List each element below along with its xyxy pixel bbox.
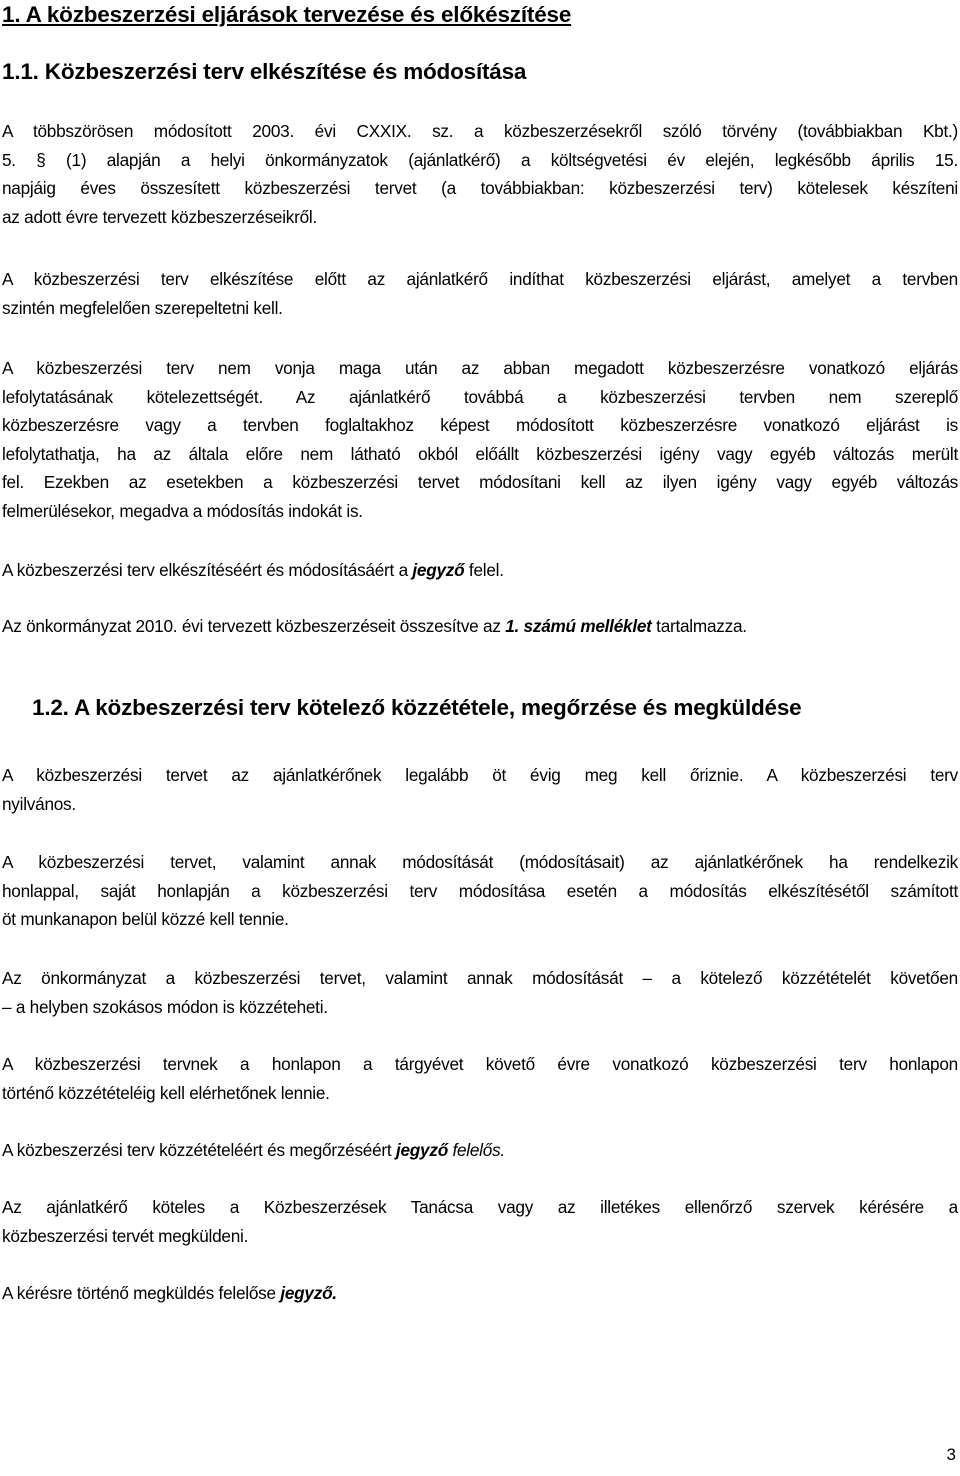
text-run: A kérésre történő megküldés felelőse [2,1283,281,1303]
chapter-heading: 1. A közbeszerzési eljárások tervezése és előkészítése [2,2,572,27]
text-line: az adott évre tervezett közbeszerzéseikről. [2,206,318,227]
emphasis-jegyzo: jegyző. [280,1283,337,1303]
text-line: A közbeszerzési terv nem vonja maga után az abban megadott közbeszerzésre vonatkozó eljárás [2,358,958,378]
paragraph-website-publication [2,848,958,934]
paragraph-availability [2,1050,958,1107]
text-line: A közbeszerzési terv elkészítése előtt az ajánlatkérő indíthat közbeszerzési eljárást, amelyet a tervben [2,269,958,289]
text-line: lefolytatásának kötelezettségét. Az ajánlatkérő továbbá a közbeszerzési tervben nem szereplő [2,386,958,407]
text-line [2,1136,958,1165]
text-line: történő közzétételéig kell elérhetőnek lennie. [2,1082,330,1103]
text-line: fel. Ezekben az esetekben a közbeszerzési tervet módosítani kell az ilyen igény vagy egyéb változás [2,472,958,492]
text-run: felel. [464,560,504,580]
text-line: A közbeszerzési tervnek a honlapon a tárgyévet követő évre vonatkozó közbeszerzési terv honlapon [2,1054,958,1074]
text-line [2,556,958,585]
text-line: – a helyben szokásos módon is közzéteheti. [2,996,328,1017]
text-run: A közbeszerzési terv közzétételéért és megőrzéséért [2,1140,396,1160]
paragraph-retention [2,761,958,818]
paragraph-annex-reference [2,612,958,641]
text-line: A többszörösen módosított 2003. évi CXXIX. sz. a közbeszerzésekről szóló törvény (továbbiakban Kbt.) [2,121,958,141]
text-line: Az ajánlatkérő köteles a Közbeszerzések Tanácsa vagy az illetékes ellenőrző szervek kérésére a [2,1197,958,1217]
paragraph-sending-to-council [2,1193,958,1250]
text-run: A közbeszerzési terv elkészítéséért és módosításáért a [2,560,413,580]
paragraph-responsibility-publication [2,1136,958,1165]
text-line: felmerülésekor, megadva a módosítás indokát is. [2,500,363,521]
emphasis-jegyzo: jegyző [412,560,465,580]
emphasis-annex: 1. számú melléklet [505,616,652,636]
text-line [2,612,958,641]
paragraph-pre-plan-procedure [2,265,958,322]
page-number: 3 [946,1445,956,1464]
section-heading-1-1: 1.1. Közbeszerzési terv elkészítése és módosítása [2,59,527,84]
paragraph-local-publication [2,964,958,1021]
emphasis-jegyzo: jegyző [395,1140,448,1160]
emphasis-felelos: felelős [447,1140,501,1160]
text-line: Az önkormányzat a közbeszerzési tervet, valamint annak módosítását – a kötelező közzétételét követően [2,968,958,988]
text-line: napjáig éves összesített közbeszerzési tervet (a továbbiakban: közbeszerzési terv) kötelesek készíteni [2,178,958,198]
text-line: 5. § (1) alapján a helyi önkormányzatok (ajánlatkérő) a költségvetési év elején, legkésőbb április 15. [2,149,958,170]
text-run: . [500,1140,505,1160]
text-line: lefolytathatja, ha az általa előre nem látható okból előállt közbeszerzési igény vagy egyéb változás merült [2,443,958,464]
paragraph-responsibility-preparation [2,556,958,585]
paragraph-kbt-intro [2,117,958,231]
text-line: nyilvános. [2,793,76,814]
paragraph-responsibility-sending [2,1279,958,1308]
text-run: Az önkormányzat 2010. évi tervezett közbeszerzéseit összesítve az [2,616,506,636]
paragraph-plan-obligations [2,354,958,525]
text-line: A közbeszerzési tervet, valamint annak módosítását (módosításait) az ajánlatkérőnek ha rendelkezik [2,852,958,872]
text-line: öt munkanapon belül közzé kell tennie. [2,909,289,929]
text-line [2,1279,958,1308]
text-line: szintén megfelelően szerepeltetni kell. [2,297,283,318]
text-line: közbeszerzésre vagy a tervben foglaltakhoz képest módosított közbeszerzésre vonatkozó eljárást is [2,415,958,435]
text-line: A közbeszerzési tervet az ajánlatkérőnek legalább öt évig meg kell őriznie. A közbeszerzési terv [2,765,958,785]
text-run: tartalmazza. [651,616,747,636]
text-line: közbeszerzési tervét megküldeni. [2,1225,249,1246]
section-heading-1-2: 1.2. A közbeszerzési terv kötelező közzététele, megőrzése és megküldése [32,695,802,720]
text-line: honlappal, saját honlapján a közbeszerzési terv módosítása esetén a módosítás elkészítésétől számított [2,880,958,901]
